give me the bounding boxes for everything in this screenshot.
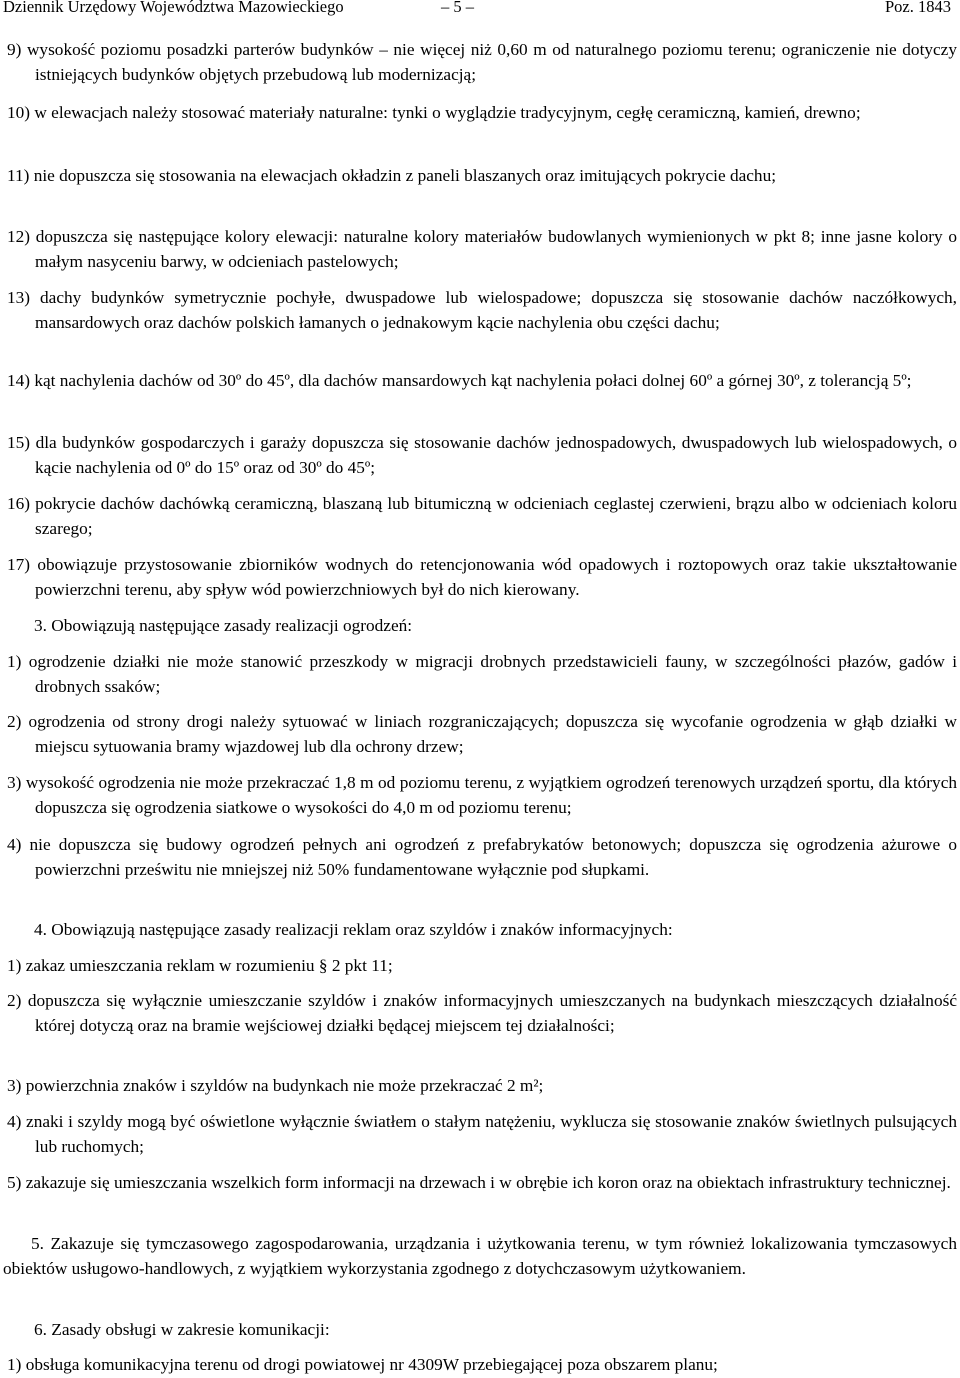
- item-12: 12) dopuszcza się następujące kolory elewacji: naturalne kolory materiałów budowlanych wymienionych w pkt 8; inne jasne kolory o małym nasyceniu barwy, w odcieniach pastelowych;: [7, 227, 957, 271]
- ad-item-1: 1) zakaz umieszczania reklam w rozumieniu § 2 pkt 11;: [7, 956, 393, 975]
- fence-item-4: 4) nie dopuszcza się budowy ogrodzeń pełnych ani ogrodzeń z prefabrykatów betonowych; dopuszcza się ogrodzenia ażurowe o powierzchni prześwitu nie mniejszej niż 50% fundamentowane wyłącznie pod słupkami.: [7, 835, 957, 879]
- item-17: 17) obowiązuje przystosowanie zbiorników wodnych do retencjonowania wód opadowych i roztopowych oraz takie ukształtowanie powierzchni terenu, aby spływ wód powierzchniowych był do nich kierowany.: [7, 555, 957, 599]
- ad-item-4: 4) znaki i szyldy mogą być oświetlone wyłącznie światłem o stałym natężeniu, wyklucza się stosowanie znaków świetlnych pulsujących lub ruchomych;: [7, 1112, 957, 1156]
- fence-item-2: 2) ogrodzenia od strony drogi należy sytuować w liniach rozgraniczających; dopuszcza się wycofanie ogrodzenia w głąb działki w miejscu sytuowania bramy wjazdowej lub dla ochrony drzew;: [7, 712, 957, 756]
- item-13: 13) dachy budynków symetrycznie pochyłe, dwuspadowe lub wielospadowe; dopuszcza się stosowanie dachów naczółkowych, mansardowych oraz dachów polskich łamanych o jednakowym kącie nachylenia obu części dachu;: [7, 288, 957, 332]
- item-10: 10) w elewacjach należy stosować materiały naturalne: tynki o wyglądzie tradycyjnym, cegłę ceramiczną, kamień, drewno;: [7, 103, 861, 122]
- section-3-heading: 3. Obowiązują następujące zasady realizacji ogrodzeń:: [34, 616, 413, 635]
- ad-item-3: 3) powierzchnia znaków i szyldów na budynkach nie może przekraczać 2 m²;: [7, 1076, 544, 1095]
- item-16: 16) pokrycie dachów dachówką ceramiczną, blaszaną lub bitumiczną w odcieniach ceglastej czerwieni, brązu albo w odcieniach koloru szarego;: [7, 494, 957, 538]
- item-15: 15) dla budynków gospodarczych i garaży dopuszcza się stosowanie dachów jednospadowych, dwuspadowych lub wielospadowych, o kącie nachylenia od 0º do 15º oraz od 30º do 45º;: [7, 433, 957, 477]
- section-6-heading: 6. Zasady obsługi w zakresie komunikacji:: [34, 1320, 330, 1339]
- ad-item-2: 2) dopuszcza się wyłącznie umieszczanie szyldów i znaków informacyjnych umieszczanych na budynkach mieszczących działalność której dotyczą oraz na bramie wejściowej działki będącej miejscem tej działalności;: [7, 991, 957, 1035]
- fence-item-1: 1) ogrodzenie działki nie może stanowić przeszkody w migracji drobnych przedstawicieli fauny, w szczególności płazów, gadów i drobnych ssaków;: [7, 652, 957, 696]
- journal-title: Dziennik Urzędowy Województwa Mazowieckiego: [3, 0, 344, 16]
- section-4-heading: 4. Obowiązują następujące zasady realizacji reklam oraz szyldów i znaków informacyjnych:: [34, 920, 673, 939]
- section-5-paragraph: 5. Zakazuje się tymczasowego zagospodarowania, urządzania i użytkowania terenu, w tym również lokalizowania tymczasowych obiektów usługowo-handlowych, z wyjątkiem wykorzystania zgodnego z dotychczasowym użytkowaniem.: [3, 1234, 957, 1278]
- item-11: 11) nie dopuszcza się stosowania na elewacjach okładzin z paneli blaszanych oraz imitujących pokrycie dachu;: [7, 166, 777, 185]
- page-header: [0, 0, 960, 20]
- traffic-item-1: 1) obsługa komunikacyjna terenu od drogi powiatowej nr 4309W przebiegającej poza obszarem planu;: [7, 1355, 718, 1374]
- item-9: 9) wysokość poziomu posadzki parterów budynków – nie więcej niż 0,60 m od naturalnego poziomu terenu; ograniczenie nie dotyczy istniejących budynków objętych przebudową lub modernizacją;: [7, 40, 957, 84]
- page-number: – 5 –: [441, 0, 474, 16]
- position-number: Poz. 1843: [885, 0, 951, 16]
- fence-item-3: 3) wysokość ogrodzenia nie może przekraczać 1,8 m od poziomu terenu, z wyjątkiem ogrodzeń terenowych urządzeń sportu, dla których dopuszcza się ogrodzenia siatkowe o wysokości do 4,0 m od poziomu terenu;: [7, 773, 957, 817]
- ad-item-5: 5) zakazuje się umieszczania wszelkich form informacji na drzewach i w obrębie ich koron oraz na obiektach infrastruktury technicznej.: [7, 1173, 951, 1192]
- item-14: 14) kąt nachylenia dachów od 30º do 45º, dla dachów mansardowych kąt nachylenia połaci dolnej 60º a górnej 30º, z tolerancją 5º;: [7, 371, 912, 390]
